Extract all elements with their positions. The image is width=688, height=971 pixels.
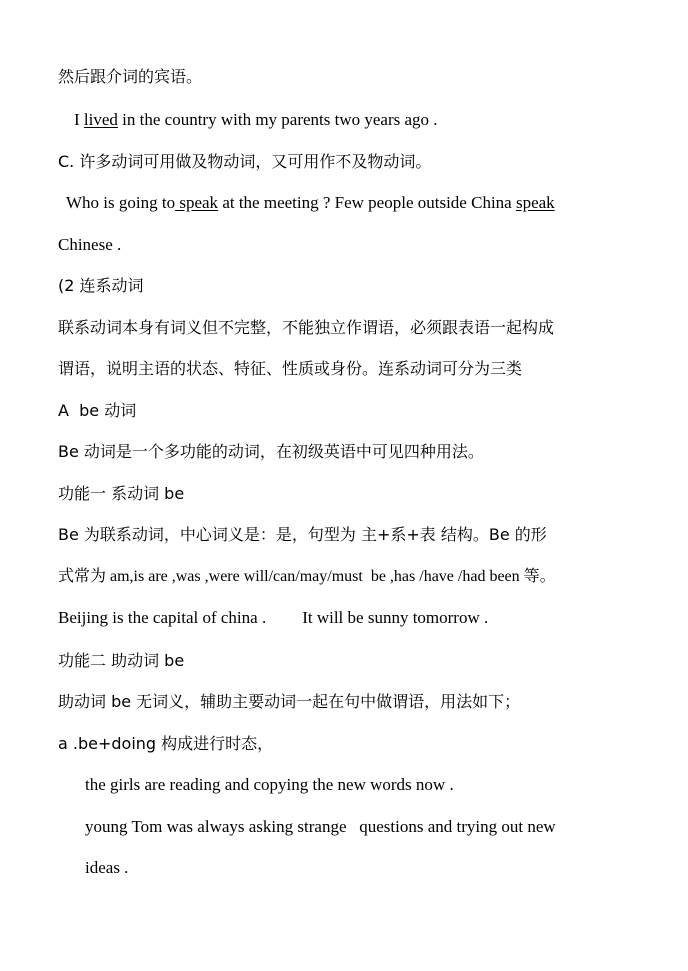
section-heading: 功能二 助动词 be xyxy=(58,651,185,670)
example-sentence: young Tom was always asking strange questions and trying out new xyxy=(85,817,556,836)
underlined-verb: speak xyxy=(175,193,219,212)
section-heading: A be 动词 xyxy=(58,401,137,420)
section-heading: (2 连系动词 xyxy=(58,276,144,295)
sub-heading: a .be+doing 构成进行时态， xyxy=(58,734,274,753)
example-sentence xyxy=(66,192,555,214)
text-run: Who is going to xyxy=(66,193,176,212)
paragraph-line: 式常为 am,is are ,was ,were will/can/may/must be ,has /have /had been 等。 xyxy=(58,568,556,585)
section-heading: 功能一 系动词 be xyxy=(58,484,185,503)
paragraph-line: Be 为联系动词，中心词义是：是，句型为 主+系+表 结构。Be 的形 xyxy=(58,525,547,544)
example-sentence xyxy=(58,607,488,629)
text-run: at the meeting ? Few people outside China xyxy=(218,193,516,212)
section-heading: C. 许多动词可用做及物动词，又可用作不及物动词。 xyxy=(58,152,432,171)
paragraph-line: 谓语，说明主语的状态、特征、性质或身份。连系动词可分为三类 xyxy=(58,359,523,378)
paragraph-line: Be 动词是一个多功能的动词，在初级英语中可见四种用法。 xyxy=(58,442,484,461)
underlined-verb: speak xyxy=(515,193,555,212)
example-sentence xyxy=(74,109,438,131)
example-sentence: the girls are reading and copying the new words now . xyxy=(85,775,454,794)
text-run: It will be sunny tomorrow . xyxy=(302,608,489,627)
text-run: Beijing is the capital of china . xyxy=(58,608,267,627)
text-run: I xyxy=(74,110,84,129)
text-run: in the country with my parents two years ago . xyxy=(117,110,438,129)
text-line: 然后跟介词的宾语。 xyxy=(58,67,203,86)
text-line: Chinese . xyxy=(58,235,122,254)
example-sentence: ideas . xyxy=(85,858,129,877)
paragraph-line: 联系动词本身有词义但不完整，不能独立作谓语，必须跟表语一起构成 xyxy=(58,318,555,337)
paragraph-line: 助动词 be 无词义，辅助主要动词一起在句中做谓语，用法如下； xyxy=(58,692,521,711)
underlined-verb: lived xyxy=(83,110,118,129)
